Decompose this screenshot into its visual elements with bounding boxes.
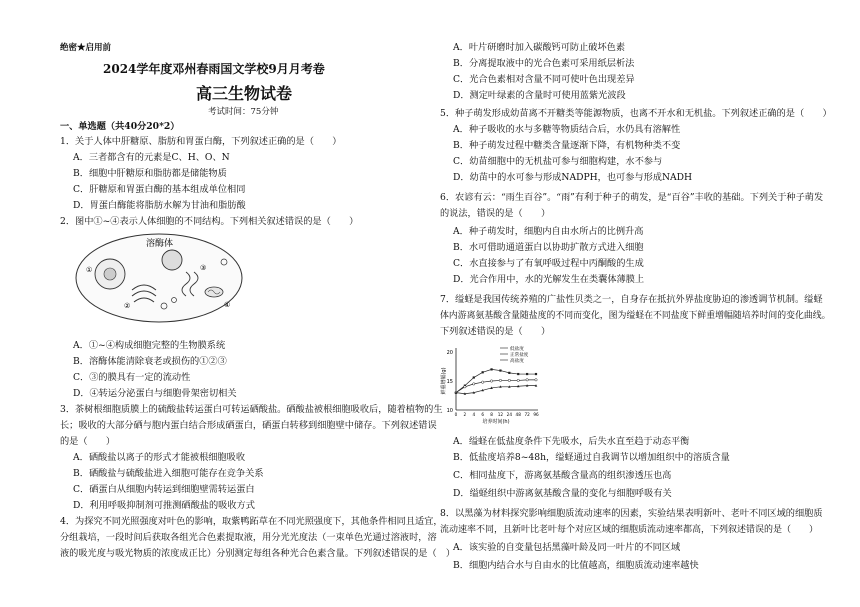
q3-stem-line-1: 3．茶树根细胞质膜上的硫酸盐转运蛋白可转运硒酸盐。硒酸盐被根细胞吸收后，随着植物的生 [60, 404, 443, 415]
exam-title: 2024学年度邓州春雨国文学校9月月考卷 [103, 62, 325, 76]
q6-stem-line-2: 的说法，错误的是（ ） [440, 208, 551, 219]
q7-option-b: B．低盐度培养8~48h，缢蛏通过自我调节以增加组织中的溶质含量 [453, 452, 730, 463]
q7-stem-line-1: 7．缢蛏是我国传统养殖的广盐性贝类之一，自身存在抵抗外界盐度胁迫的渗透调节机制。缢蛏 [440, 294, 823, 305]
x-axis-label: 培养时间(h) [482, 419, 510, 425]
data-point [508, 372, 510, 374]
figure-label-lysosome: 溶酶体 [146, 239, 174, 249]
series-line-2 [456, 380, 536, 393]
q8-stem-line-2: 流动速率不同，且新叶比老叶每个对应区域的细胞质流动速率都高，下列叙述错误的是（ ） [440, 525, 819, 535]
legend-label: 低盐度 [510, 346, 524, 352]
data-point [482, 371, 484, 373]
data-point [526, 379, 528, 381]
data-point [490, 380, 492, 382]
data-point [535, 379, 537, 381]
q5-option-c: C．幼苗细胞中的无机盐可参与细胞构建，水不参与 [453, 156, 663, 167]
q8-stem-line-1: 8．以黑藻为材料探究影响细胞质流动速率的因素，实验结果表明新叶、老叶不同区域的细胞质 [440, 508, 823, 519]
data-point [499, 379, 501, 381]
q2-option-c: C．③的膜具有一定的流动性 [73, 372, 191, 383]
x-tick-label: 48 [515, 412, 521, 417]
data-point [473, 376, 475, 378]
data-point [464, 386, 466, 388]
x-tick-label: 8 [490, 412, 493, 417]
exam-time: 考试时间：75分钟 [208, 107, 279, 117]
cell-structure-figure [74, 232, 244, 324]
q5-stem: 5．种子萌发形成幼苗离不开糖类等能源物质，也离不开水和无机盐。下列叙述正确的是（ ） [440, 108, 832, 119]
data-point [499, 369, 501, 371]
subject-title: 高三生物试卷 [196, 84, 293, 103]
q6-option-b: B．水可借助通道蛋白以协助扩散方式进入细胞 [453, 242, 644, 253]
data-point [535, 373, 537, 375]
q3-option-b: B．硒酸盐与硫酸盐进入细胞可能存在竞争关系 [73, 468, 264, 479]
q4-option-d: D．测定叶绿素的含量时可使用蓝紫光波段 [453, 90, 626, 101]
legend-label: 高盐度 [510, 358, 524, 364]
q4-stem-line-1: 4．为探究不同光照强度对叶色的影响，取紫鸭跖草在不同光照强度下，其他条件相同且适宜， [60, 516, 443, 527]
x-tick-label: 12 [497, 412, 504, 417]
q3-stem-line-3: 的是（ ） [60, 436, 116, 447]
legend-label: 正常盐度 [510, 352, 529, 358]
q7-option-c: C．相同盐度下，游离氨基酸含量高的组织渗透压也高 [453, 470, 672, 481]
q1-option-c: C．肝糖原和胃蛋白酶的基本组成单位相同 [73, 184, 246, 195]
x-tick-label: 0 [454, 412, 458, 417]
x-tick-label: 2 [463, 412, 467, 417]
q7-stem-line-3: 下列叙述错误的是（ ） [440, 326, 551, 337]
q3-option-a: A．硒酸盐以离子的形式才能被根细胞吸收 [73, 452, 246, 463]
q1-option-a: A．三者都含有的元素是C、H、O、N [73, 152, 230, 163]
y-tick-label: 15 [446, 379, 453, 385]
q8-option-a: A．该实验的自变量包括黑藻叶龄及同一叶片的不同区域 [453, 542, 681, 553]
svg-text:②: ② [124, 302, 131, 310]
svg-text:①: ① [86, 266, 93, 274]
q5-option-b: B．种子萌发过程中糖类含量逐渐下降，有机物种类不变 [453, 140, 681, 151]
q2-option-b: B．溶酶体能清除衰老或损伤的①②③ [73, 356, 227, 367]
q5-option-a: A．种子吸收的水与多糖等物质结合后，水仍具有溶解性 [453, 124, 681, 135]
section-title: 一、单选题（共40分20*2） [60, 121, 180, 132]
data-point [526, 373, 528, 375]
q7-stem-line-2: 体内游离氨基酸含量随盐度的不同而变化，图为缢蛏在不同盐度下鲜重增幅随培养时间的变化曲线。 [440, 311, 831, 321]
q2-stem: 2．图中①~④表示人体细胞的不同结构。下列相关叙述错误的是（ ） [60, 216, 359, 227]
q4-option-a: A．叶片研磨时加入碳酸钙可防止破坏色素 [453, 42, 626, 53]
q6-option-d: D．光合作用中，水的光解发生在类囊体薄膜上 [453, 274, 645, 285]
x-tick-label: 6 [481, 412, 485, 417]
svg-text:③: ③ [200, 264, 207, 272]
q2-option-d: D．④转运分泌蛋白与细胞骨架密切相关 [73, 388, 237, 399]
data-point [508, 379, 510, 381]
series-line-3 [456, 386, 536, 394]
q3-option-c: C．硒蛋白从细胞内转运到细胞壁需转运蛋白 [73, 484, 255, 495]
x-tick-label: 72 [524, 412, 530, 417]
q4-stem-line-3: 液的吸光度与吸光物质的浓度成正比）分别测定每组各种光合色素含量。下列叙述错误的是（ ） [60, 548, 456, 559]
x-tick-label: 96 [533, 412, 539, 417]
q7-option-d: D．缢蛏组织中游离氨基酸含量的变化与细胞呼吸有关 [453, 488, 672, 499]
data-point [490, 368, 492, 370]
q4-stem-line-2: 分组栽培，一段时间后获取各组光合色素提取液，用分光光度法（一束单色光通过溶液时，溶 [60, 532, 437, 543]
y-tick-label: 20 [446, 350, 453, 356]
q6-stem-line-1: 6．农谚有云：“雨生百谷”。“雨”有利于种子的萌发，是“百谷”丰收的基础。下列关于种子萌发 [440, 192, 824, 203]
confidential-mark: 绝密★启用前 [60, 43, 112, 53]
q5-option-d: D．幼苗中的水可参与形成NADPH，也可参与形成NADH [453, 172, 693, 183]
salinity-line-chart [440, 344, 540, 426]
data-point [517, 379, 519, 381]
data-point [517, 373, 519, 375]
q3-stem-line-2: 长；吸收的大部分硒与胞内蛋白结合形成硒蛋白，硒蛋白转移到细胞壁中储存。下列叙述错误 [60, 420, 437, 431]
q4-option-c: C．光合色素相对含量不同可使叶色出现差异 [453, 74, 635, 85]
data-point [473, 383, 475, 385]
x-tick-label: 24 [506, 412, 513, 417]
q6-option-a: A．种子萌发时，细胞内自由水所占的比例升高 [453, 226, 644, 237]
data-point [481, 381, 483, 383]
q1-option-d: D．胃蛋白酶能将脂肪水解为甘油和脂肪酸 [73, 200, 246, 211]
q7-option-a: A．缢蛏在低盐度条件下先吸水，后失水直至趋于动态平衡 [453, 436, 690, 447]
q1-stem: 1．关于人体中肝糖原、脂肪和胃蛋白酶，下列叙述正确的是（ ） [60, 136, 342, 147]
q2-option-a: A．①~④构成细胞完整的生物膜系统 [73, 340, 226, 351]
q8-option-b: B．细胞内结合水与自由水的比值越高，细胞质流动速率越快 [453, 560, 699, 571]
y-axis-label: 鲜重增幅(g) [441, 367, 447, 395]
q4-option-b: B．分离提取液中的光合色素可采用纸层析法 [453, 58, 635, 69]
x-tick-label: 4 [472, 412, 476, 417]
q1-option-b: B．细胞中肝糖原和脂肪都是储能物质 [73, 168, 227, 179]
q6-option-c: C．水直接参与了有氧呼吸过程中丙酮酸的生成 [453, 258, 644, 269]
svg-text:④: ④ [224, 301, 231, 309]
y-tick-label: 10 [446, 408, 453, 414]
q3-option-d: D．利用呼吸抑制剂可推测硒酸盐的吸收方式 [73, 500, 255, 511]
